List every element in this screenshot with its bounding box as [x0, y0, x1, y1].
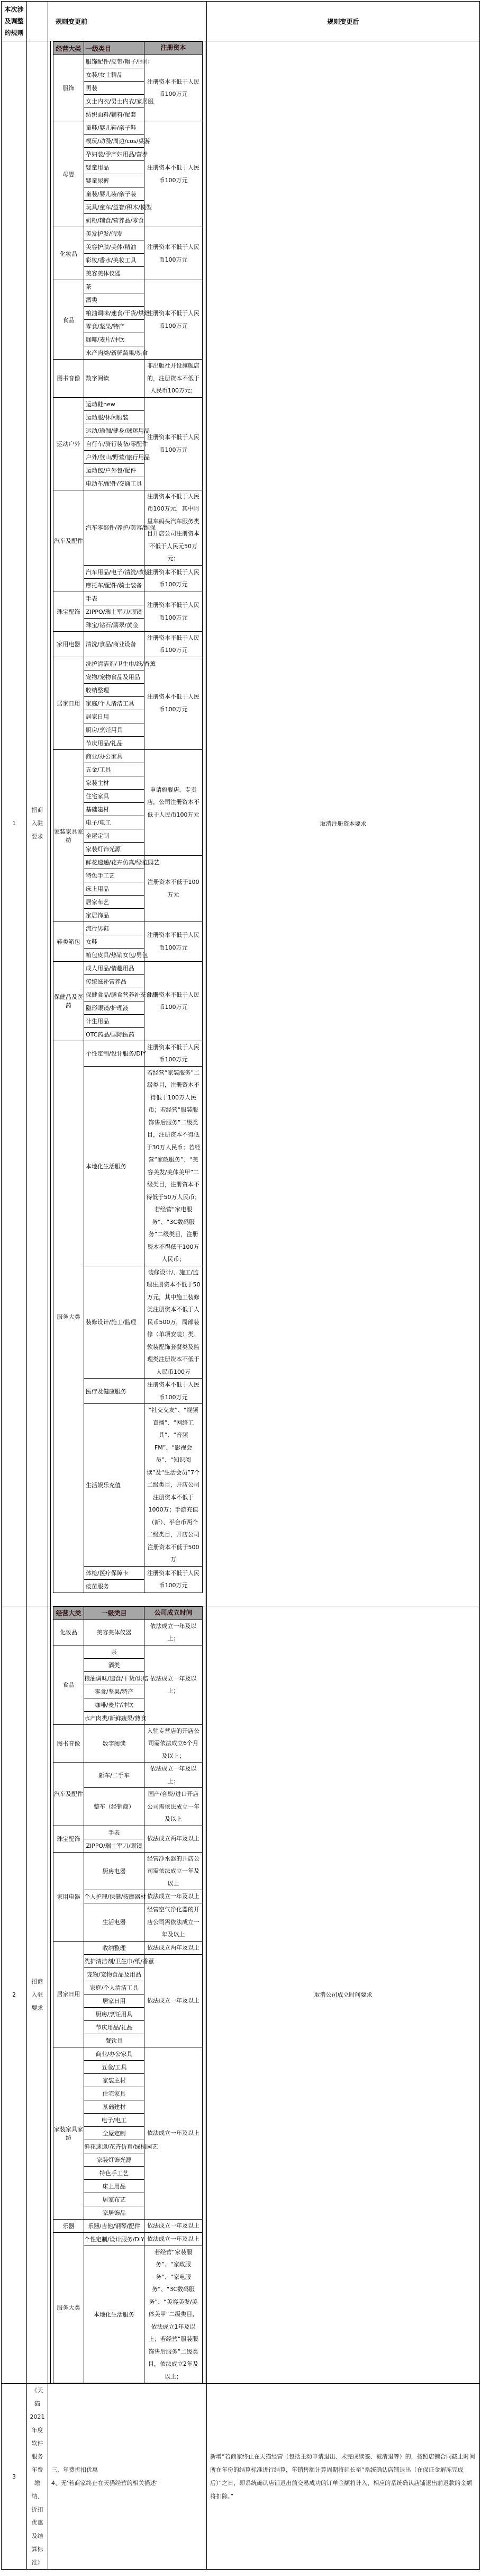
requirement-cell: 依法成立一年及以上: [144, 1954, 203, 2047]
subcategory-cell: 纺织面料/辅料/配套: [84, 108, 144, 121]
table-row: [53, 397, 203, 410]
inner-header-row: [53, 1606, 203, 1620]
category-cell: 家用电器: [53, 631, 84, 657]
subcategory-cell: 鲜花速递/花卉仿真/绿植园艺: [84, 2140, 144, 2153]
category-cell: 运动户外: [53, 397, 84, 490]
category-cell: 珠宝配饰: [53, 592, 84, 631]
subcategory-cell: 五金/工具: [84, 2060, 144, 2073]
table-row: [53, 922, 203, 935]
subcategory-cell: 汽车用品/电子/清洗/改装: [84, 565, 144, 578]
requirement-cell: 非出版社开设旗舰店的，注册资本不低于人民币100万元；: [144, 360, 203, 398]
category-cell: 服务大类: [53, 2232, 84, 2383]
subcategory-cell: 彩妆/香水/美妆工具: [84, 254, 144, 267]
rule-name: 招商 入驻 要求: [27, 41, 48, 1606]
table-row: [53, 1941, 203, 1954]
category-cell: 食品: [53, 280, 84, 360]
subcategory-cell: 洗护清洁剂/卫生巾/纸/香薰: [84, 1954, 144, 1967]
subcategory-cell: 医疗及健康服务: [84, 1379, 144, 1404]
category-cell: 家用电器: [53, 1852, 84, 1941]
subcategory-cell: 全屋定制: [84, 2126, 144, 2140]
subcategory-cell: 珠宝/钻石/翡翠/黄金: [84, 618, 144, 631]
subcategory-cell: 家装灯饰光源: [84, 2153, 144, 2166]
requirement-cell: 装修设计/、施工/监理注册资本不低于50万元，其中施工装修类注册资本不低于人民币500万，局部装修（单项安装）类、软装配饰套餐类及监理类注册资本不低于人民币100万: [144, 1266, 203, 1379]
subcategory-cell: OTC药品/国际医药: [84, 1027, 144, 1041]
subcategory-cell: 床上用品: [84, 882, 144, 895]
header-row: [2, 2, 480, 41]
subcategory-cell: 餐饮具: [84, 2034, 144, 2047]
requirement-cell: 注册资本不低于人民币100万元: [144, 631, 203, 657]
subcategory-cell: 床上用品: [84, 2179, 144, 2193]
rule-row: [2, 1606, 480, 2384]
category-cell: 服饰: [53, 55, 84, 121]
spacer: [53, 1593, 203, 1606]
rule-number: 3: [2, 2384, 27, 2570]
requirement-cell: 依法成立一年及以上: [144, 1890, 203, 1903]
subcategory-cell: 个性定制/设计服务/DIY: [84, 2232, 144, 2246]
requirement-cell: 依法成立一年及以上；: [144, 1763, 203, 1788]
category-cell: 图书音像: [53, 1724, 84, 1763]
subcategory-cell: 住宅家具: [84, 789, 144, 802]
category-cell: 母婴: [53, 121, 84, 227]
table-row: [53, 1826, 203, 1839]
subcategory-cell: 居家布艺: [84, 2193, 144, 2206]
subcategory-cell: 装修设计/施工/监理: [84, 1266, 144, 1379]
requirement-cell: 依法成立两年及以上: [144, 1826, 203, 1852]
table-row: [53, 631, 203, 657]
subcategory-cell: 女士内衣/男士内衣/家居服: [84, 95, 144, 108]
subcategory-cell: 美容美体仪器: [84, 1620, 144, 1645]
category-cell: 居家日用: [53, 657, 84, 749]
requirement-cell: 注册资本不低于人民币100万元: [144, 657, 203, 749]
inner-header-1: 一级类目: [84, 1606, 144, 1620]
subcategory-cell: 节庆用品/礼品: [84, 736, 144, 749]
subcategory-cell: 模玩/动漫/周边/cos/桌游: [84, 135, 144, 148]
subcategory-cell: 孕妇装/孕产妇用品/营养: [84, 148, 144, 161]
subcategory-cell: 水产肉类/新鲜蔬果/熟食: [84, 346, 144, 360]
subcategory-cell: 服饰配件/皮带/帽子/围巾: [84, 55, 144, 68]
subcategory-cell: 电子/电工: [84, 2113, 144, 2126]
table-row: [53, 227, 203, 240]
subcategory-cell: 特色手工艺: [84, 2166, 144, 2179]
table-row: [53, 1041, 203, 1066]
table-row: [53, 2047, 203, 2060]
subcategory-cell: 整车（经销商）: [84, 1788, 144, 1826]
inner-table-wrap: [50, 41, 205, 1606]
requirement-cell: 申请旗舰店、专卖店，公司注册资本不低于人民币100万元: [144, 749, 203, 855]
category-cell: 家装家具家纺: [53, 2047, 84, 2219]
subcategory-cell: 咖啡/麦片/冲饮: [84, 1698, 144, 1711]
subcategory-cell: 酒类: [84, 293, 144, 307]
category-cell: 居家日用: [53, 1941, 84, 2047]
subcategory-cell: 茶: [84, 280, 144, 293]
table-row: [53, 280, 203, 293]
table-row: [53, 1763, 203, 1788]
header-rule-label: 本次涉及调整的规则: [2, 2, 27, 41]
subcategory-cell: 女鞋: [84, 935, 144, 948]
category-requirement-table: [53, 1606, 203, 2384]
subcategory-cell: 居家日用: [84, 1994, 144, 2007]
subcategory-cell: 厨房/烹饪用具: [84, 723, 144, 736]
rule-number: 1: [2, 41, 27, 1606]
subcategory-cell: 基础建材: [84, 802, 144, 816]
subcategory-cell: 家庭/个人清洁工具: [84, 696, 144, 710]
requirement-cell: 依法成立两年及以上: [144, 1941, 203, 1954]
subcategory-cell: 个性定制/设计服务/DIY: [84, 1041, 144, 1066]
subcategory-cell: 零食/坚果/特产: [84, 320, 144, 333]
subcategory-cell: 疫苗服务: [84, 1579, 144, 1593]
subcategory-cell: 清洗/食品/商业设备: [84, 631, 144, 657]
subcategory-cell: 收纳整理: [84, 1941, 144, 1954]
subcategory-cell: 家装灯饰光源: [84, 842, 144, 855]
table-row: [53, 1645, 203, 1658]
subcategory-cell: 流行男鞋: [84, 922, 144, 935]
subcategory-cell: 数字阅读: [84, 1724, 144, 1763]
subcategory-cell: 家居饰品: [84, 2206, 144, 2219]
subcategory-cell: 户外/登山/野营/旅行用品: [84, 450, 144, 463]
category-cell: 服务大类: [53, 1041, 84, 1593]
requirement-cell: 依法成立一年及以上: [144, 2219, 203, 2232]
category-cell: 食品: [53, 1645, 84, 1724]
subcategory-cell: 奶粉/辅食/营养品/零食: [84, 214, 144, 227]
subcategory-cell: 手表: [84, 1826, 144, 1839]
requirement-cell: 注册资本不低于人民币100万元: [144, 1566, 203, 1593]
inner-header-2: 注册资本: [144, 42, 203, 55]
requirement-cell: 注册资本不低于人民币100万元: [144, 592, 203, 631]
subcategory-cell: 自行车/骑行装备/零配件: [84, 437, 144, 450]
category-cell: 保健品及医药: [53, 961, 84, 1041]
subcategory-cell: 乐器/吉他/钢琴/配件: [84, 2219, 144, 2232]
subcategory-cell: 保健食品/膳食营养补充食品: [84, 988, 144, 1001]
subcategory-cell: 厨房电器: [84, 1852, 144, 1890]
inner-header-1: 一级类目: [84, 42, 144, 55]
before-content: [48, 1606, 207, 2384]
header-spacer: [27, 2, 48, 41]
subcategory-cell: 电动车/配件/交通工具: [84, 477, 144, 490]
after-text: 取消注册资本要求: [320, 820, 367, 827]
rule-name: 招商 入驻 要求: [27, 1606, 48, 2384]
table-row: [53, 2232, 203, 2246]
subcategory-cell: 隐形眼镜/护理液: [84, 1001, 144, 1014]
category-cell: 化妆品: [53, 1620, 84, 1645]
subcategory-cell: 童鞋/婴儿鞋/亲子鞋: [84, 121, 144, 135]
requirement-cell: 注册资本不低于人民币100万元: [144, 121, 203, 227]
subcategory-cell: 摩托车/配件/骑士装备: [84, 578, 144, 592]
subcategory-cell: 计生用品: [84, 1014, 144, 1027]
requirement-cell: 注册资本不低于人民币100万元: [144, 961, 203, 1041]
subcategory-cell: 美容美体仪器: [84, 267, 144, 280]
subcategory-cell: 运动包/户外包/配件: [84, 463, 144, 477]
before-text-block: [50, 2463, 205, 2490]
rules-change-table: [1, 1, 480, 2570]
subcategory-cell: 酒类: [84, 1658, 144, 1671]
subcategory-cell: 鲜花速递/花卉仿真/绿植园艺: [84, 855, 144, 869]
subcategory-cell: 粮油调味/速食/干货/烘焙: [84, 307, 144, 320]
requirement-cell: 依法成立一年及以上；: [144, 1645, 203, 1724]
subcategory-cell: 住宅家具: [84, 2087, 144, 2100]
inner-header-0: 经营大类: [53, 42, 84, 55]
category-cell: 乐器: [53, 2219, 84, 2232]
before-line: 4、无‘若商家终止在天猫经营的相关描述’: [51, 2480, 158, 2486]
subcategory-cell: 玩具/童车/益智/积木/模型: [84, 201, 144, 214]
subcategory-cell: 运动鞋new: [84, 397, 144, 410]
table-row: [53, 55, 203, 68]
requirement-cell: 注册资本不低于人民币100万元: [144, 397, 203, 490]
requirement-cell: 国产/合资/进口开店公司需依法成立一年及以上: [144, 1788, 203, 1826]
subcategory-cell: 全屋定制: [84, 829, 144, 842]
subcategory-cell: 男装: [84, 82, 144, 95]
subcategory-cell: 新车/二手车: [84, 1763, 144, 1788]
inner-header-0: 经营大类: [53, 1606, 84, 1620]
requirement-cell: 依法成立一年及以上: [144, 2232, 203, 2246]
subcategory-cell: 电子/电工: [84, 816, 144, 829]
subcategory-cell: 洗护清洁剂/卫生巾/纸/香薰: [84, 657, 144, 670]
before-content: [48, 2384, 207, 2570]
requirement-cell: 注册资本不低于人民币100万元，其中阿里车码头汽车服务类目开店公司注册资本不低于人民元50万元；: [144, 490, 203, 565]
requirement-cell: 注册资本不低于100万元: [144, 855, 203, 922]
subcategory-cell: 商业/办公家具: [84, 749, 144, 763]
subcategory-cell: 女装/女士精品: [84, 68, 144, 82]
subcategory-cell: 家装主材: [84, 776, 144, 789]
before-line: 三、年费折扣优惠: [51, 2466, 98, 2473]
subcategory-cell: 茶: [84, 1645, 144, 1658]
after-content: [207, 1606, 480, 2384]
subcategory-cell: 宠物/宠物食品及用品: [84, 670, 144, 683]
requirement-cell: 若经营“家装服务”、“家政服务”、“家电服务”、“3C数码服务”、“美容美发/美体美甲”二级类目，依法成立1年及以上；若经营“服装服饰售后服务”二级类目，依法成立2年及以上；: [144, 2246, 203, 2383]
after-text: 新增“若商家终止在天猫经营（包括主动申请退出、未完成续签、被清退等）的，按照店铺合同截止时间所在年份的结算标准进行结算，年销售额计算周期将延长至“系统确认店铺退出（在保证金解冻完成后）”之日，即系统确认店铺退出前交易成功的订单金额将计入，相应的系统确认店铺退出前退款的金额将扣除。”: [210, 2453, 475, 2500]
subcategory-cell: 咖啡/麦片/冲饮: [84, 333, 144, 346]
subcategory-cell: 居家布艺: [84, 895, 144, 908]
header-before-label: 规则变更前: [48, 2, 207, 41]
subcategory-cell: 美发护发/假发: [84, 227, 144, 240]
subcategory-cell: 家庭/个人清洁工具: [84, 1981, 144, 1994]
requirement-cell: 经营净水器的开店公司需依法成立一年及以上: [144, 1852, 203, 1890]
category-requirement-table: [53, 41, 203, 1593]
subcategory-cell: 体检/医疗保障卡: [84, 1566, 144, 1579]
table-row: [53, 592, 203, 605]
requirement-cell: 注册资本不低于人民币100万元: [144, 1379, 203, 1404]
category-cell: 珠宝配饰: [53, 1826, 84, 1852]
subcategory-cell: 家居饰品: [84, 908, 144, 922]
requirement-cell: “社交交友”、“视频直播”、“网络工具”、“音频FM”、“影视会员”、“知识阅读”及“生活会员”7个二级类目，开店公司注册资本不低于1000万；手游充值（新）、平台币两个二级类目，开店公司注册资本不低于500万: [144, 1404, 203, 1567]
subcategory-cell: 生活电器: [84, 1903, 144, 1942]
subcategory-cell: 收纳整理: [84, 683, 144, 696]
subcategory-cell: 五金/工具: [84, 763, 144, 776]
requirement-cell: 注册资本不低于人民币100万元: [144, 55, 203, 121]
subcategory-cell: 生活娱乐充值: [84, 1404, 144, 1567]
subcategory-cell: 粮油调味/速食/干货/烘焙: [84, 1671, 144, 1685]
subcategory-cell: ZIPPO/瑞士军刀/眼镜: [84, 605, 144, 618]
subcategory-cell: 水产肉类/新鲜蔬果/熟食: [84, 1711, 144, 1724]
requirement-cell: 若经营“家装服务”二级类目，注册资本不得低于100万人民币；若经营“服装服饰售后服务”二级类目，注册资本不得低于30万人民币；若经营“家政服务”、“美容美发/美体美甲”二级类目，注册资本不得低于50万人民币；若经营“家电服务”、“3C数码服务”二级类目，注册资本不得低于100万人民币；: [144, 1066, 203, 1266]
subcategory-cell: 本地化生活服务: [84, 1066, 144, 1266]
table-row: [53, 121, 203, 135]
subcategory-cell: 成人用品/情趣用品: [84, 961, 144, 974]
subcategory-cell: 商业/办公家具: [84, 2047, 144, 2060]
table-row: [53, 657, 203, 670]
table-row: [53, 749, 203, 763]
requirement-cell: 注册资本不低于人民币100万元: [144, 280, 203, 360]
category-cell: 化妆品: [53, 227, 84, 280]
inner-table-wrap: [50, 1606, 205, 2384]
subcategory-cell: 居家日用: [84, 710, 144, 723]
subcategory-cell: 箱包皮具/热销女包/男包: [84, 948, 144, 961]
table-row: [53, 1620, 203, 1645]
requirement-cell: 依法成立一年及以上: [144, 2047, 203, 2219]
subcategory-cell: ZIPPO/瑞士军刀/眼镜: [84, 1839, 144, 1852]
subcategory-cell: 零食/坚果/特产: [84, 1685, 144, 1698]
requirement-cell: 经营空气净化器的开店公司需依法成立一年及以上: [144, 1903, 203, 1942]
subcategory-cell: 美容护肤/美体/精油: [84, 240, 144, 254]
requirement-cell: 依法成立一年及以上；: [144, 1620, 203, 1645]
requirement-cell: 注册资本不低于人民币100万元: [144, 565, 203, 592]
subcategory-cell: 传统滋补营养品: [84, 974, 144, 988]
rule-number: 2: [2, 1606, 27, 2384]
subcategory-cell: 手表: [84, 592, 144, 605]
requirement-cell: 注册资本不低于人民币100万元: [144, 922, 203, 961]
subcategory-cell: 数字阅读: [84, 360, 144, 398]
category-cell: 汽车及配件: [53, 1763, 84, 1826]
after-content: [207, 2384, 480, 2570]
inner-header-row: [53, 42, 203, 55]
category-cell: 图书音像: [53, 360, 84, 398]
table-row: [53, 2219, 203, 2232]
category-cell: 汽车及配件: [53, 490, 84, 592]
category-cell: 鞋类箱包: [53, 922, 84, 961]
subcategory-cell: 宠物/宠物食品及用品: [84, 1967, 144, 1981]
after-content: [207, 41, 480, 1606]
table-row: [53, 961, 203, 974]
before-content: [48, 41, 207, 1606]
subcategory-cell: 童装/婴儿装/亲子装: [84, 187, 144, 201]
subcategory-cell: 个人护理/保健/按摩器材: [84, 1890, 144, 1903]
subcategory-cell: 运动服/休闲服装: [84, 410, 144, 424]
requirement-cell: 入驻专营店的开店公司需依法成立6个月及以上；: [144, 1724, 203, 1763]
requirement-cell: 注册资本不低于人民币100万元: [144, 227, 203, 280]
header-after-label: 规则变更后: [207, 2, 480, 41]
rule-row: [2, 2384, 480, 2570]
after-text: 取消公司成立时间要求: [314, 1991, 373, 1999]
subcategory-cell: 本地化生活服务: [84, 2246, 144, 2383]
subcategory-cell: 特色手工艺: [84, 869, 144, 882]
subcategory-cell: 汽车零部件/养护/美容/维保: [84, 490, 144, 565]
subcategory-cell: 运动/瑜伽/健身/球迷用品: [84, 424, 144, 437]
subcategory-cell: 节庆用品/礼品: [84, 2020, 144, 2034]
subcategory-cell: 婴童用品: [84, 161, 144, 174]
rule-name: 《天 猫 2021 年度 软件 服务 年费 缴 纳、 折扣 优惠 及结 算标 准》: [27, 2384, 48, 2570]
inner-header-2: 公司成立时间: [144, 1606, 203, 1620]
subcategory-cell: 家装主材: [84, 2073, 144, 2087]
subcategory-cell: 基础建材: [84, 2100, 144, 2113]
subcategory-cell: 婴童尿裤: [84, 174, 144, 187]
subcategory-cell: 厨房/烹饪用具: [84, 2007, 144, 2020]
category-cell: 家装家具家纺: [53, 749, 84, 922]
requirement-cell: 注册资本不低于人民币100万元: [144, 1041, 203, 1066]
rule-row: [2, 41, 480, 1606]
